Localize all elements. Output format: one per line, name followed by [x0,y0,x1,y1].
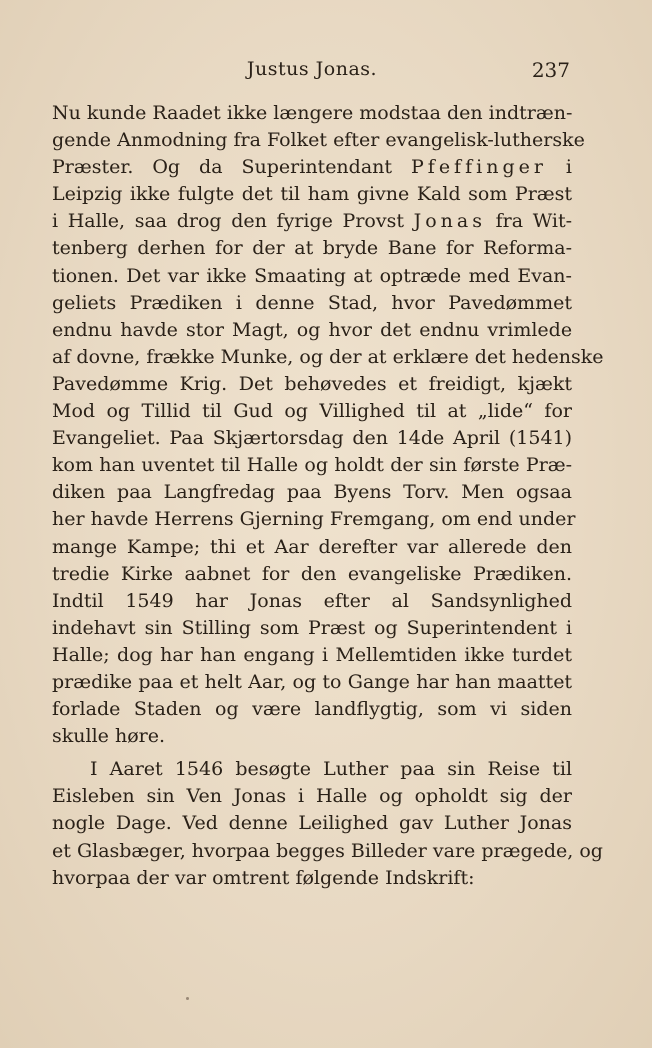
text-line: Evangeliet. Paa Skjærtorsdag den 14de April (1541) [52,427,573,450]
text-line: Nu kunde Raadet ikke længere modstaa den indtræn- [52,102,573,124]
text-line: tenberg derhen for der at bryde Bane for Reforma- [52,237,573,260]
text-line: her havde Herrens Gjerning Fremgang, om end under [52,508,576,531]
text-line: geliets Prædiken i denne Stad, hvor Pavedømmet [52,291,572,314]
paper-speck [186,997,189,1000]
page-number: 237 [531,58,570,82]
text-line: tionen. Det var ikke Smaating at optræde med Evan- [52,264,572,287]
text-line: gende Anmodning fra Folket efter evangelisk-lutherske [52,129,585,152]
text-line: diken paa Langfredag paa Byens Torv. Men ogsaa [52,481,572,504]
text-line: tredie Kirke aabnet for den evangeliske Prædiken. [52,562,572,585]
text-line: Præster. Og da Superintendant Pfeffinger i [52,156,572,179]
text-line: forlade Staden og være landflygtig, som vi siden [52,698,572,721]
text-line: Eisleben sin Ven Jonas i Halle og opholdt sig der [52,785,572,808]
text-line: Halle; dog har han engang i Mellemtiden ikke turdet [52,643,572,666]
paragraph [52,100,604,750]
text-line: hvorpaa der var omtrent følgende Indskrift: [52,866,475,889]
text-line: mange Kampe; thi et Aar derefter var allerede den [52,535,572,558]
text-line: skulle høre. [52,725,165,748]
text-line: Leipzig ikke fulgte det til ham givne Kald som Præst [52,183,573,206]
running-title: Justus Jonas. [246,58,378,80]
text-line: prædike paa et helt Aar, og to Gange har han maattet [52,670,573,693]
running-head [50,58,574,84]
text-line: indehavt sin Stilling som Præst og Superintendent i [52,616,573,639]
paragraph [52,756,603,891]
text-line: Indtil 1549 har Jonas efter al Sandsynlighed [52,589,573,612]
text-line: nogle Dage. Ved denne Leilighed gav Luther Jonas [52,812,572,835]
text-line: I Aaret 1546 besøgte Luther paa sin Reise til [90,758,573,781]
text-line: i Halle, saa drog den fyrige Provst Jonas fra Wit- [52,210,573,233]
text-line: Pavedømme Krig. Det behøvedes et freidigt, kjækt [52,372,573,395]
text-line: kom han uventet til Halle og holdt der sin første Præ- [52,454,573,477]
text-line: et Glasbæger, hvorpaa begges Billeder vare prægede, og [52,839,603,862]
body-text [52,100,604,892]
text-line: af dovne, frække Munke, og der at erklære det hedenske [52,345,604,368]
text-line: endnu havde stor Magt, og hvor det endnu vrimlede [52,318,573,341]
text-line: Mod og Tillid til Gud og Villighed til at „lide“ for [52,400,572,423]
